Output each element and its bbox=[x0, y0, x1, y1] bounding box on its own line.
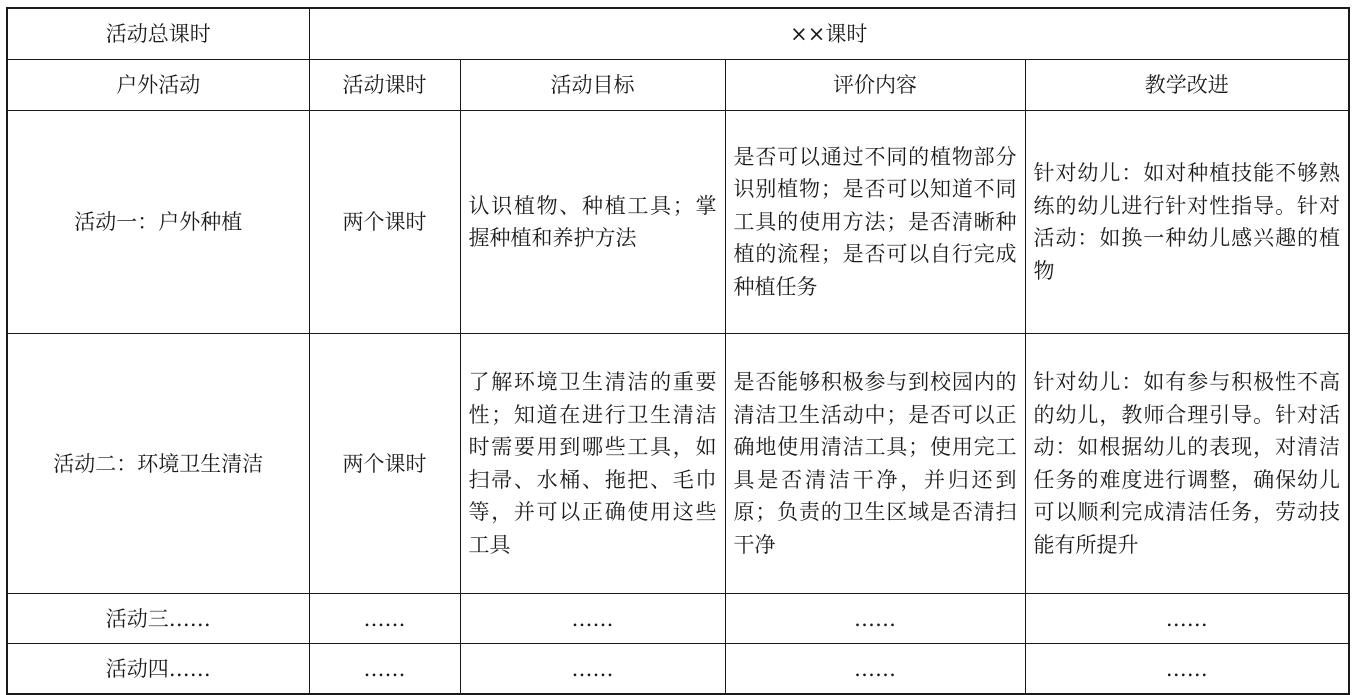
activity-improvement: 针对幼儿：如对种植技能不够熟练的幼儿进行针对性指导。针对活动：如换一种幼儿感兴趣的植物 bbox=[1025, 111, 1349, 334]
activity-name: 活动四…… bbox=[7, 644, 309, 695]
total-hours-label: 活动总课时 bbox=[7, 8, 309, 60]
header-row bbox=[7, 60, 1349, 111]
activity-improvement: …… bbox=[1025, 594, 1349, 644]
activity-name: 活动一：户外种植 bbox=[7, 111, 309, 334]
activity-goal: …… bbox=[460, 644, 725, 695]
activity-evaluation: …… bbox=[725, 644, 1025, 695]
activity-goal: 认识植物、种植工具；掌握种植和养护方法 bbox=[460, 111, 725, 334]
header-improvement: 教学改进 bbox=[1025, 60, 1349, 111]
activity-improvement: …… bbox=[1025, 644, 1349, 695]
activity-hours: …… bbox=[309, 644, 460, 695]
table-row bbox=[7, 644, 1349, 695]
activity-plan-table bbox=[6, 7, 1350, 695]
activity-evaluation: 是否可以通过不同的植物部分识别植物；是否可以知道不同工具的使用方法；是否清晰种植的流程；是否可以自行完成种植任务 bbox=[725, 111, 1025, 334]
activity-hours: 两个课时 bbox=[309, 111, 460, 334]
total-hours-row bbox=[7, 8, 1349, 60]
activity-hours: 两个课时 bbox=[309, 334, 460, 594]
table-row bbox=[7, 334, 1349, 594]
total-hours-value: ××课时 bbox=[309, 8, 1349, 60]
header-activity: 户外活动 bbox=[7, 60, 309, 111]
activity-evaluation: …… bbox=[725, 594, 1025, 644]
header-hours: 活动课时 bbox=[309, 60, 460, 111]
activity-hours: …… bbox=[309, 594, 460, 644]
activity-name: 活动三…… bbox=[7, 594, 309, 644]
activity-name: 活动二：环境卫生清洁 bbox=[7, 334, 309, 594]
header-goal: 活动目标 bbox=[460, 60, 725, 111]
activity-improvement: 针对幼儿：如有参与积极性不高的幼儿，教师合理引导。针对活动：如根据幼儿的表现，对清洁任务的难度进行调整，确保幼儿可以顺利完成清洁任务，劳动技能有所提升 bbox=[1025, 334, 1349, 594]
activity-evaluation: 是否能够积极参与到校园内的清洁卫生活动中；是否可以正确地使用清洁工具；使用完工具是否清洁干净，并归还到原；负责的卫生区域是否清扫干净 bbox=[725, 334, 1025, 594]
activity-goal: …… bbox=[460, 594, 725, 644]
table-row bbox=[7, 594, 1349, 644]
header-evaluation: 评价内容 bbox=[725, 60, 1025, 111]
activity-goal: 了解环境卫生清洁的重要性；知道在进行卫生清洁时需要用到哪些工具，如扫帚、水桶、拖把、毛巾等，并可以正确使用这些工具 bbox=[460, 334, 725, 594]
table-row bbox=[7, 111, 1349, 334]
